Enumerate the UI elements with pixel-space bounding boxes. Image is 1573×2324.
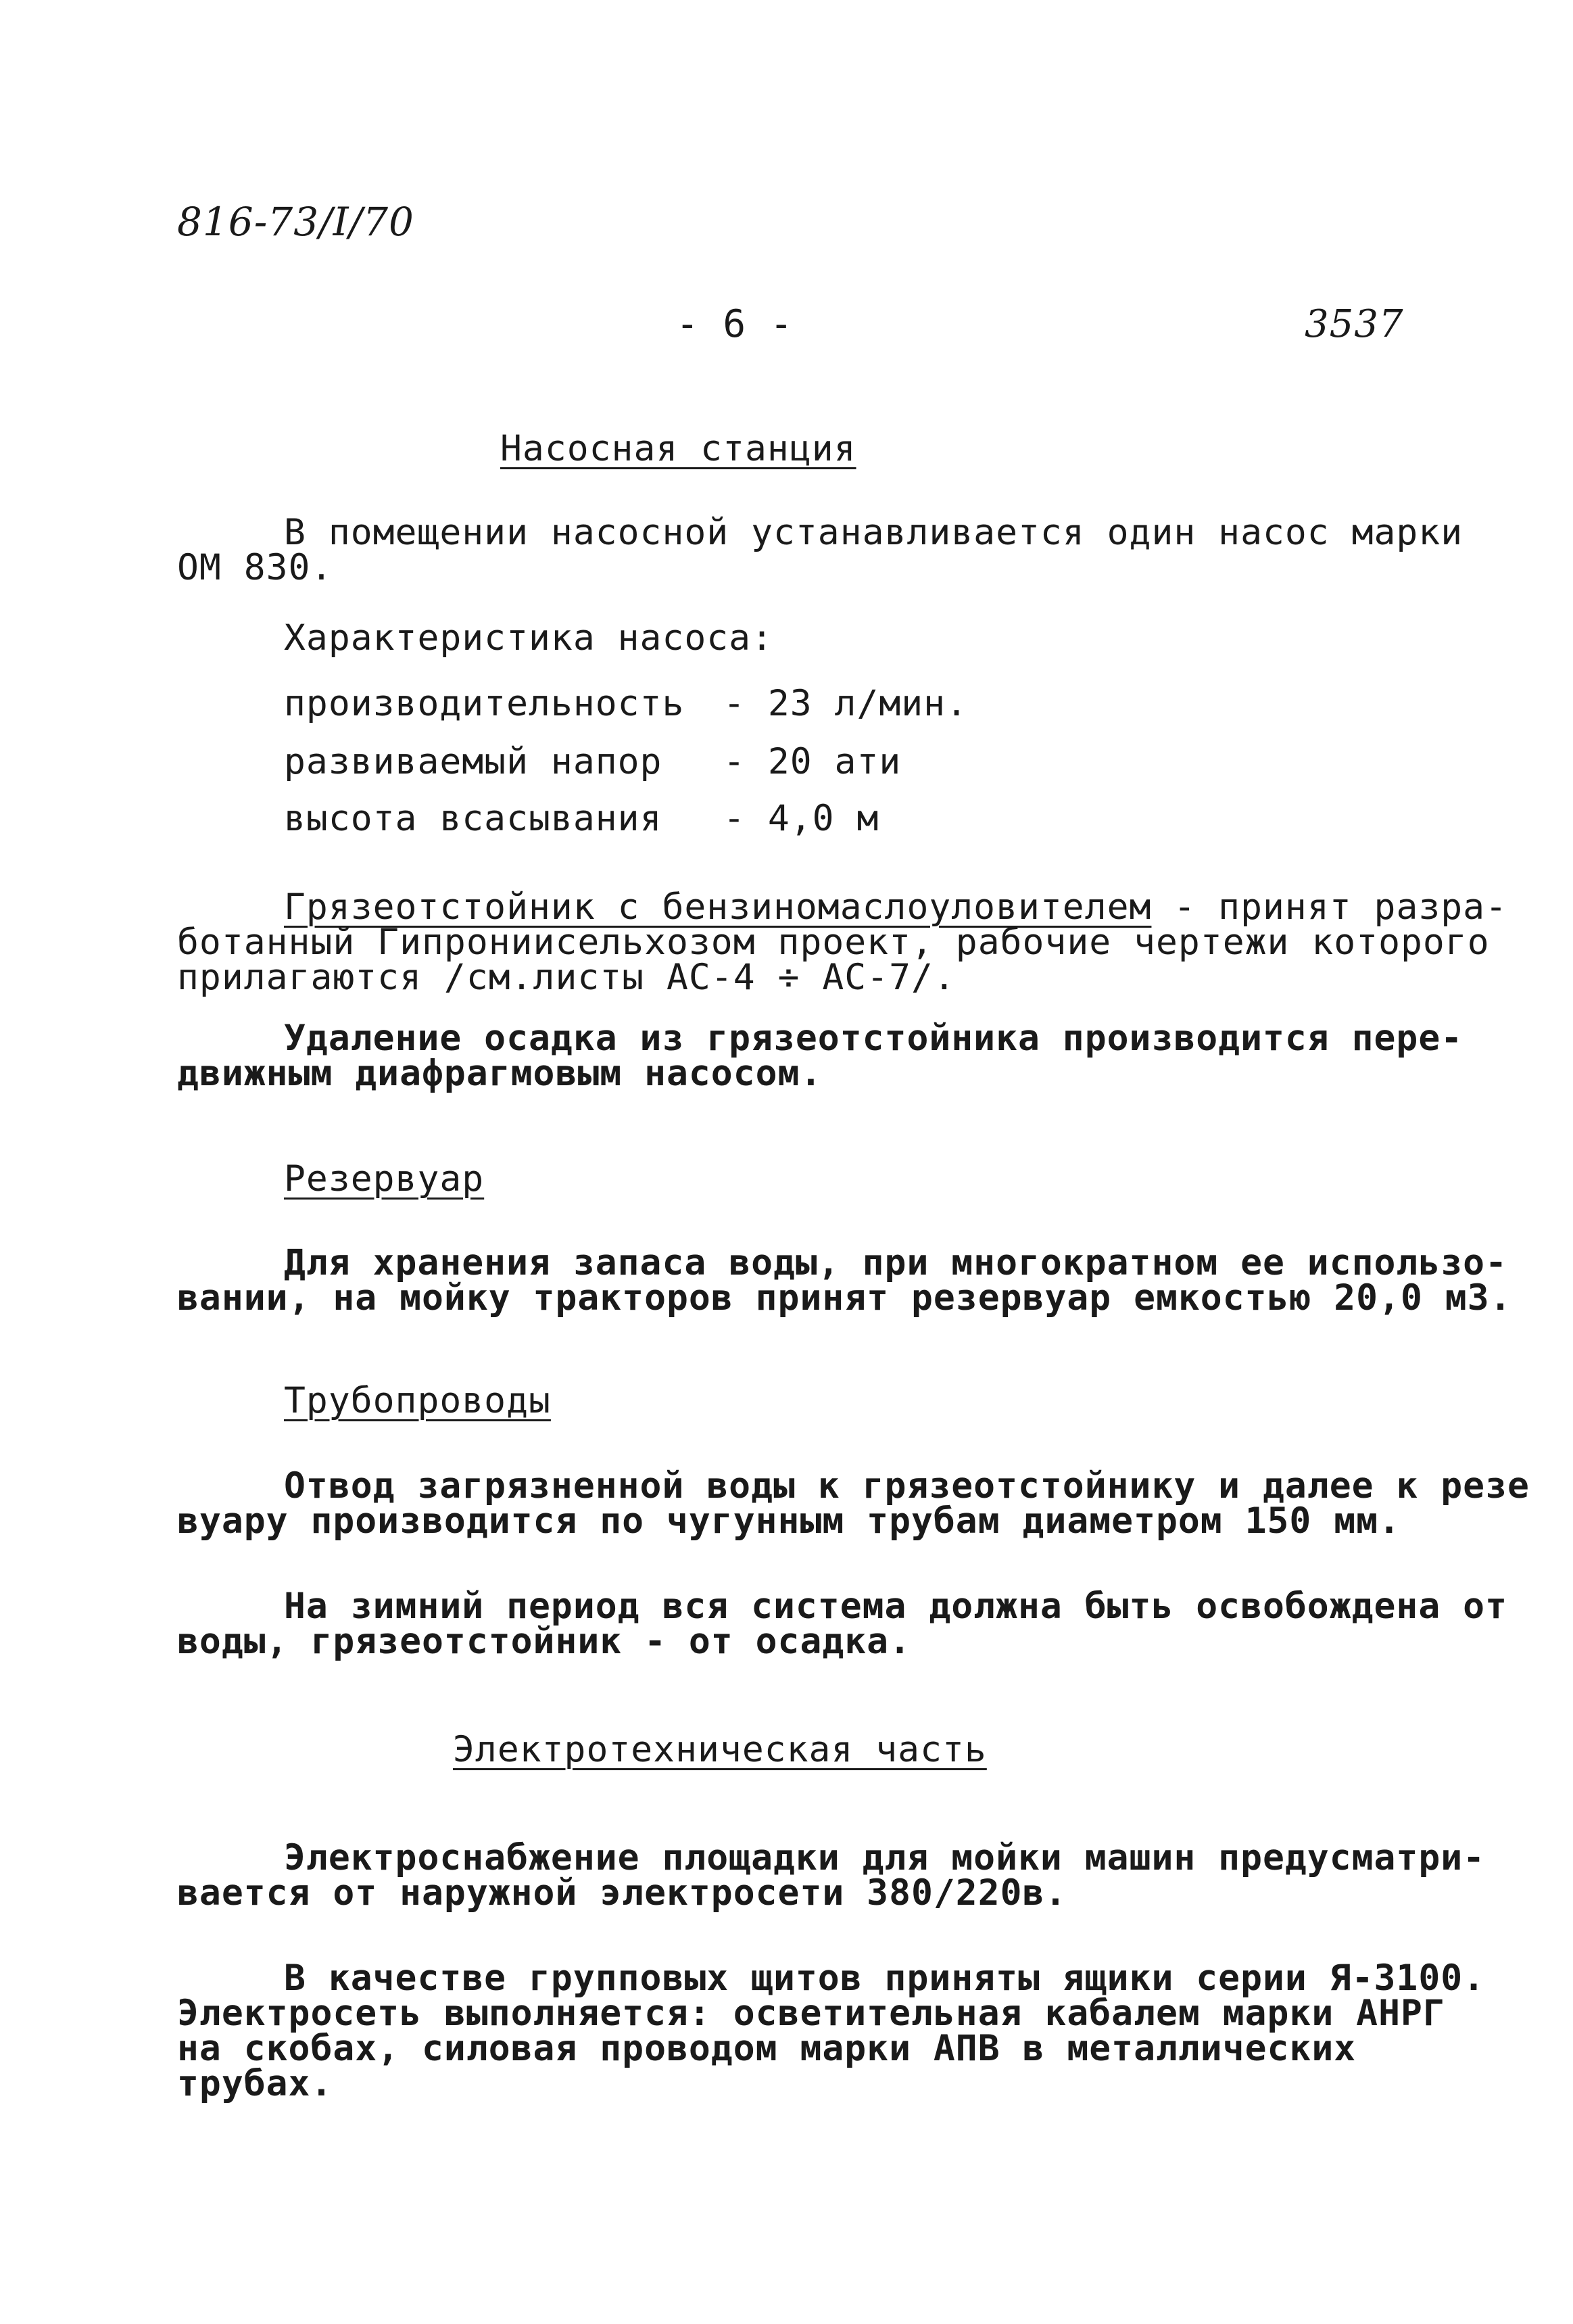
intro-line: В помещении насосной устанавливается один насос марки xyxy=(284,512,1463,553)
pump-station-intro xyxy=(177,512,1463,588)
pump-spec-title: Характеристика насоса: xyxy=(284,617,773,659)
pipelines-line: На зимний период вся система должна быть освобождена от xyxy=(284,1586,1507,1627)
pipelines-line: Отвод загрязненной воды к грязеотстойнику и далее к резе xyxy=(284,1465,1530,1507)
spec-value: - 23 л/мин. xyxy=(723,683,968,724)
spec-label: высота всасывания xyxy=(284,798,662,839)
page-number: - 6 - xyxy=(676,302,794,346)
pipelines-paragraph-1 xyxy=(177,1465,1530,1542)
sediment-removal-line: Удаление осадка из грязеотстойника производится пере- xyxy=(284,1018,1463,1059)
intro-line: ОМ 830. xyxy=(177,547,333,588)
electrical-line: на скобах, силовая проводом марки АПВ в металлических xyxy=(177,2028,1357,2069)
reservoir-paragraph xyxy=(177,1242,1512,1319)
section-heading-reservoir: Резервуар xyxy=(284,1158,485,1200)
electrical-line: Электросеть выполняется: осветительная кабалем марки АНРГ xyxy=(177,1993,1445,2034)
pipelines-paragraph-2 xyxy=(177,1586,1507,1662)
electrical-line: трубах. xyxy=(177,2063,333,2104)
pipelines-line: воды, грязеотстойник - от осадка. xyxy=(177,1621,911,1662)
electrical-line: Электроснабжение площадки для мойки машин предусматри- xyxy=(284,1837,1486,1878)
sediment-removal-line: движным диафрагмовым насосом. xyxy=(177,1053,823,1094)
sediment-trap-line: прилагаются /см.листы АС-4 ÷ АС-7/. xyxy=(177,957,956,998)
section-heading-pump-station: Насосная станция xyxy=(500,428,856,469)
section-heading-electrical: Электротехническая часть xyxy=(453,1729,987,1770)
electrical-paragraph-1 xyxy=(177,1837,1486,1914)
pipelines-line: вуару производится по чугунным трубам диаметром 150 мм. xyxy=(177,1500,1401,1542)
reservoir-line: Для хранения запаса воды, при многократном ее использо- xyxy=(284,1242,1507,1283)
spec-label: развиваемый напор xyxy=(284,741,662,782)
spec-value: - 4,0 м xyxy=(723,798,879,839)
electrical-line: вается от наружной электросети 380/220в. xyxy=(177,1872,1067,1914)
section-heading-pipelines: Трубопроводы xyxy=(284,1380,551,1421)
sediment-trap-line xyxy=(177,886,1507,928)
sediment-trap-paragraph xyxy=(177,886,1507,998)
sediment-trap-line-rest: - принят разра- xyxy=(1151,886,1507,928)
electrical-line: В качестве групповых щитов приняты ящики серии Я-3100. xyxy=(284,1958,1486,1999)
electrical-paragraph-2 xyxy=(177,1958,1486,2104)
spec-value: - 20 ати xyxy=(723,741,902,782)
sediment-removal-paragraph xyxy=(177,1018,1463,1094)
sheet-number: 3537 xyxy=(1305,302,1404,346)
document-code: 816-73/I/70 xyxy=(177,199,414,245)
sediment-trap-title: Грязеотстойник с бензиномаслоуловителем xyxy=(284,886,1152,928)
reservoir-line: вании, на мойку тракторов принят резервуар емкостью 20,0 м3. xyxy=(177,1277,1512,1319)
sediment-trap-line: ботанный Гипрониисельхозом проект, рабочие чертежи которого xyxy=(177,922,1490,963)
spec-label: производительность xyxy=(284,683,685,724)
